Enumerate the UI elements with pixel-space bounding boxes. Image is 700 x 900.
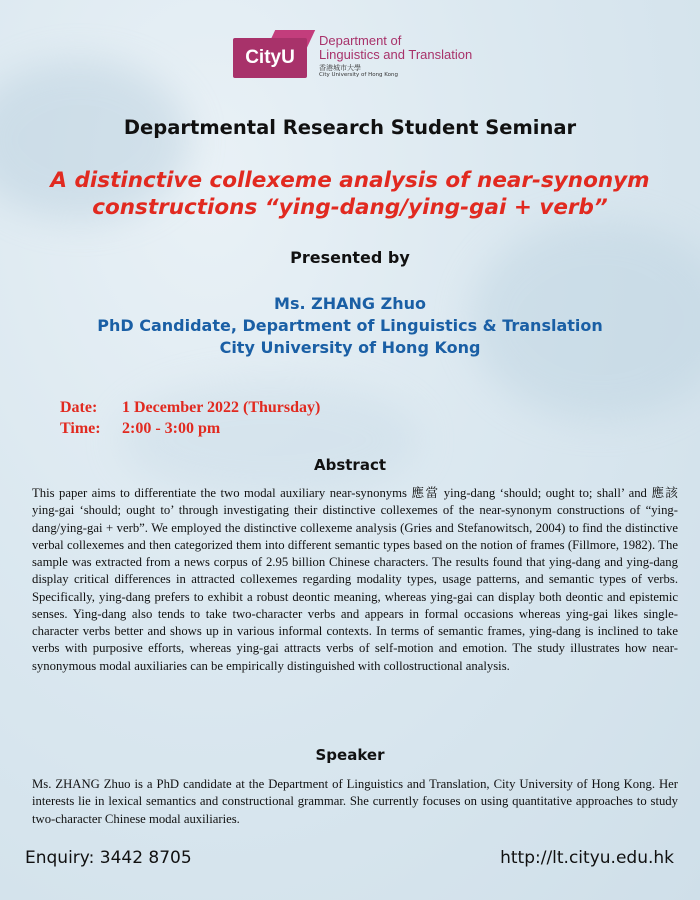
header [233, 34, 472, 78]
dept-line-1: Department of [319, 33, 402, 48]
talk-title-line-2: constructions “ying-dang/ying-gai + verb” [92, 194, 608, 220]
department-name [319, 34, 472, 78]
speaker-heading: Speaker [315, 746, 385, 764]
presenter-name: Ms. ZHANG Zhuo [274, 294, 426, 313]
talk-title [0, 168, 700, 222]
date-label: Date: [60, 399, 98, 416]
cityu-logo: CityU [233, 38, 307, 78]
presenter-info [0, 293, 700, 359]
university-chinese: 香港城市大學 [319, 63, 361, 72]
dept-line-2: Linguistics and Translation [319, 47, 473, 63]
time-value: 2:00 - 3:00 pm [122, 419, 221, 437]
date-time [60, 398, 320, 440]
abstract-heading: Abstract [313, 456, 387, 474]
presenter-university: City University of Hong Kong [219, 337, 481, 357]
website-link[interactable]: http://lt.cityu.edu.hk [500, 848, 674, 868]
seminar-title: Departmental Research Student Seminar [123, 116, 577, 139]
time-label: Time: [60, 419, 101, 437]
talk-title-line-1: A distinctive collexeme analysis of near-synonym [50, 168, 650, 193]
enquiry-phone: Enquiry: 3442 8705 [25, 848, 192, 868]
presenter-role: PhD Candidate, Department of Linguistics & Translation [97, 315, 603, 335]
university-english: City University of Hong Kong [319, 72, 398, 79]
presented-by: Presented by [290, 248, 410, 267]
date-value: 1 December 2022 (Thursday) [122, 399, 321, 416]
speaker-bio: Ms. ZHANG Zhuo is a PhD candidate at the Department of Linguistics and Translation, City University of Hong Kong. Her interests lie in lexical semantics and constructional grammar. She currently focuses on using quantitative approaches to study two-character Chinese modal auxiliaries. [32, 777, 678, 826]
abstract-text: This paper aims to differentiate the two modal auxiliary near-synonyms 應當 ying-dang ‘should; ought to; shall’ and 應該 ying-gai ‘should; ought to’ through investigating their distinctive collexemes of the near-synonym constructions of “ying-dang/ying-gai + verb”. We employed the distinctive collexeme analysis (Gries and Stefanowitsch, 2004) to find the distinctive verbal collexemes and then categorized them into different semantic types based on the notion of frames (Fillmore, 1982). The sample was extracted from a news corpus of 2.95 billion Chinese characters. The results found that ying-dang and ying-dang display critical differences in attracted collexemes regarding modality types, usage patterns, and semantic types of verbs. Specifically, ying-dang prefers to exhibit a robust deontic meaning, whereas ying-gai can display both deontic and epistemic senses. Ying-dang also tends to take two-character verbs and appears in formal occasions whereas ying-gai likes single-character verbs better and shows up in various informal contexts. In terms of semantic frames, ying-dang is inclined to take verbs with purposive efforts, whereas ying-gai attracts verbs of self-motion and emotion. The study illustrates how near-synonymous modal auxiliaries can be empirically distinguished with collostructional analysis. [32, 486, 678, 673]
